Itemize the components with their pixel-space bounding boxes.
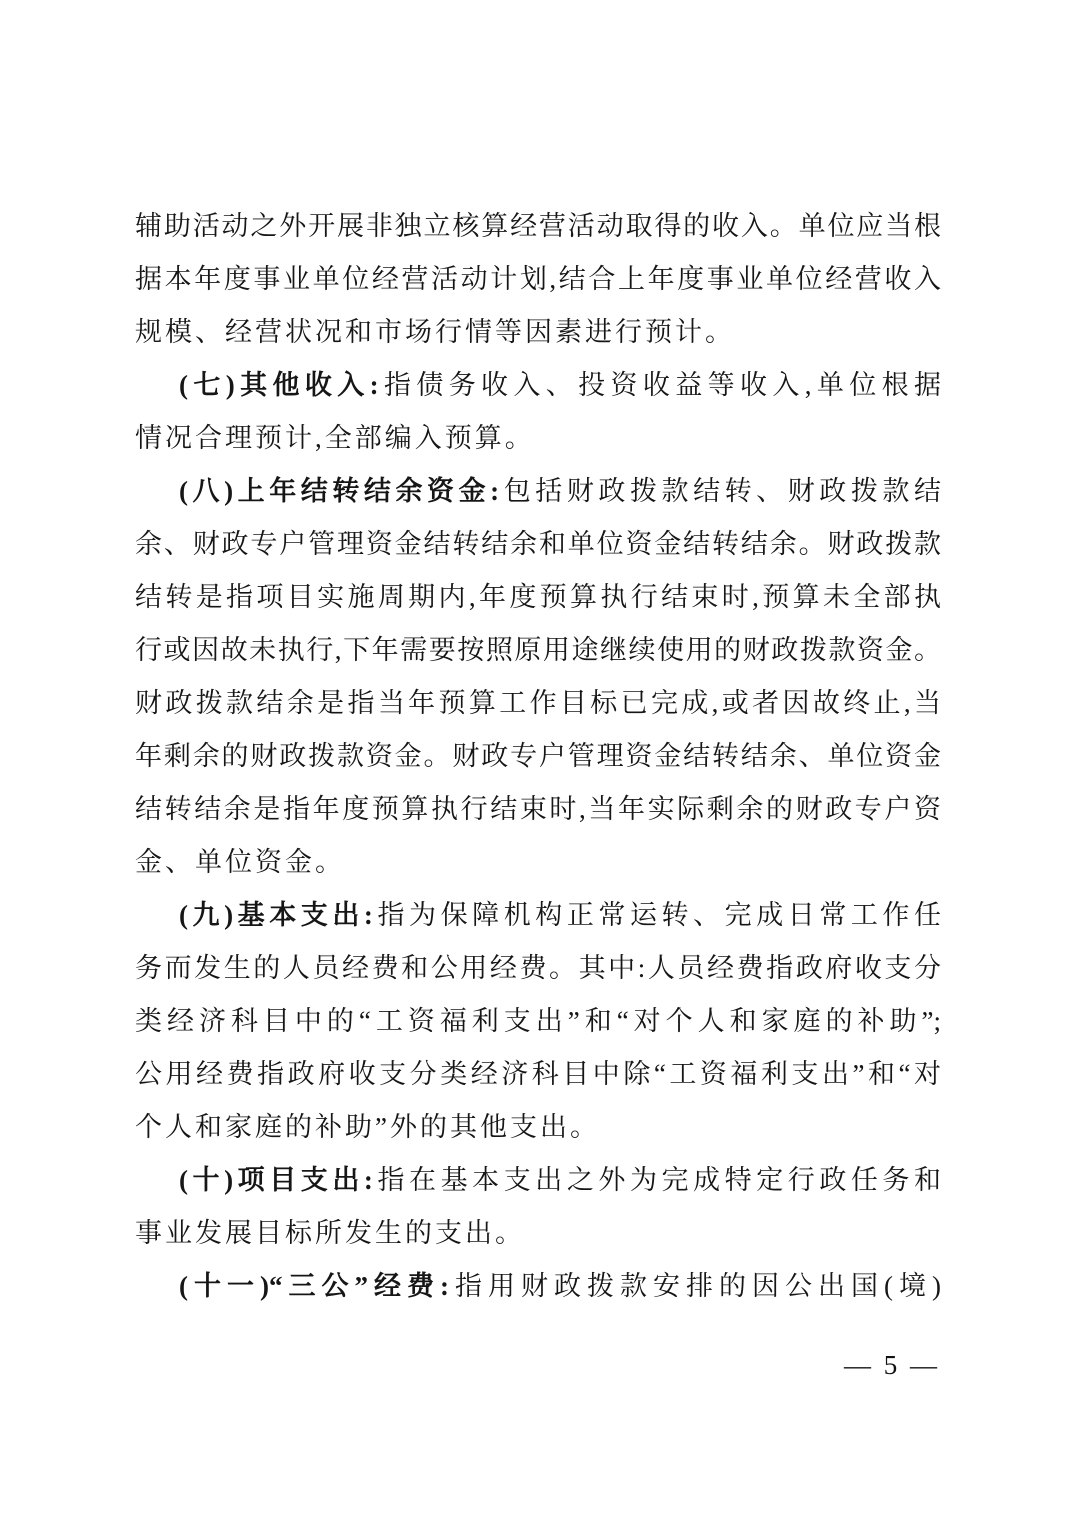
term-heading: (八)上年结转结余资金: bbox=[179, 476, 500, 506]
line-text: 指债务收入、投资收益等收入,单位根据 bbox=[378, 370, 941, 400]
page-number: — 5 — bbox=[844, 1350, 940, 1380]
text-line: 公用经费指政府收支分类经济科目中除“工资福利支出”和“对 bbox=[135, 1059, 941, 1089]
line-text: 指为保障机构正常运转、完成日常工作任 bbox=[372, 900, 941, 930]
text-line: 结转是指项目实施周期内,年度预算执行结束时,预算未全部执 bbox=[135, 582, 941, 612]
text-line: 务而发生的人员经费和公用经费。其中:人员经费指政府收支分 bbox=[135, 953, 941, 983]
text-line: 年剩余的财政拨款资金。财政专户管理资金结转结余、单位资金 bbox=[135, 741, 941, 771]
line-text: 指在基本支出之外为完成特定行政任务和 bbox=[372, 1165, 941, 1195]
text-line: 据本年度事业单位经营活动计划,结合上年度事业单位经营收入 bbox=[135, 264, 941, 294]
term-heading: (十一)“三公”经费: bbox=[179, 1271, 449, 1301]
text-line bbox=[135, 465, 941, 518]
line-text: 包括财政拨款结转、财政拨款结 bbox=[499, 476, 941, 506]
text-line: 行或因故未执行,下年需要按照原用途继续使用的财政拨款资金。 bbox=[135, 635, 941, 665]
text-line: 情况合理预计,全部编入预算。 bbox=[135, 423, 535, 453]
line-text: 指用财政拨款安排的因公出国(境) bbox=[449, 1271, 941, 1301]
text-line: 个人和家庭的补助”外的其他支出。 bbox=[135, 1112, 600, 1142]
text-line bbox=[135, 889, 941, 942]
text-line: 财政拨款结余是指当年预算工作目标已完成,或者因故终止,当 bbox=[135, 688, 941, 718]
text-line bbox=[135, 1154, 941, 1207]
text-line: 事业发展目标所发生的支出。 bbox=[135, 1218, 525, 1248]
text-line bbox=[135, 359, 941, 412]
text-line: 辅助活动之外开展非独立核算经营活动取得的收入。单位应当根 bbox=[135, 211, 941, 241]
term-heading: (九)基本支出: bbox=[179, 900, 373, 930]
term-heading: (七)其他收入: bbox=[179, 370, 379, 400]
term-heading: (十)项目支出: bbox=[179, 1165, 373, 1195]
text-line: 类经济科目中的“工资福利支出”和“对个人和家庭的补助”; bbox=[135, 1006, 941, 1036]
text-line bbox=[135, 1260, 941, 1313]
document-body bbox=[135, 200, 941, 1313]
text-line: 规模、经营状况和市场行情等因素进行预计。 bbox=[135, 317, 735, 347]
text-line: 金、单位资金。 bbox=[135, 847, 345, 877]
text-line: 余、财政专户管理资金结转结余和单位资金结转结余。财政拨款 bbox=[135, 529, 941, 559]
text-line: 结转结余是指年度预算执行结束时,当年实际剩余的财政专户资 bbox=[135, 794, 941, 824]
